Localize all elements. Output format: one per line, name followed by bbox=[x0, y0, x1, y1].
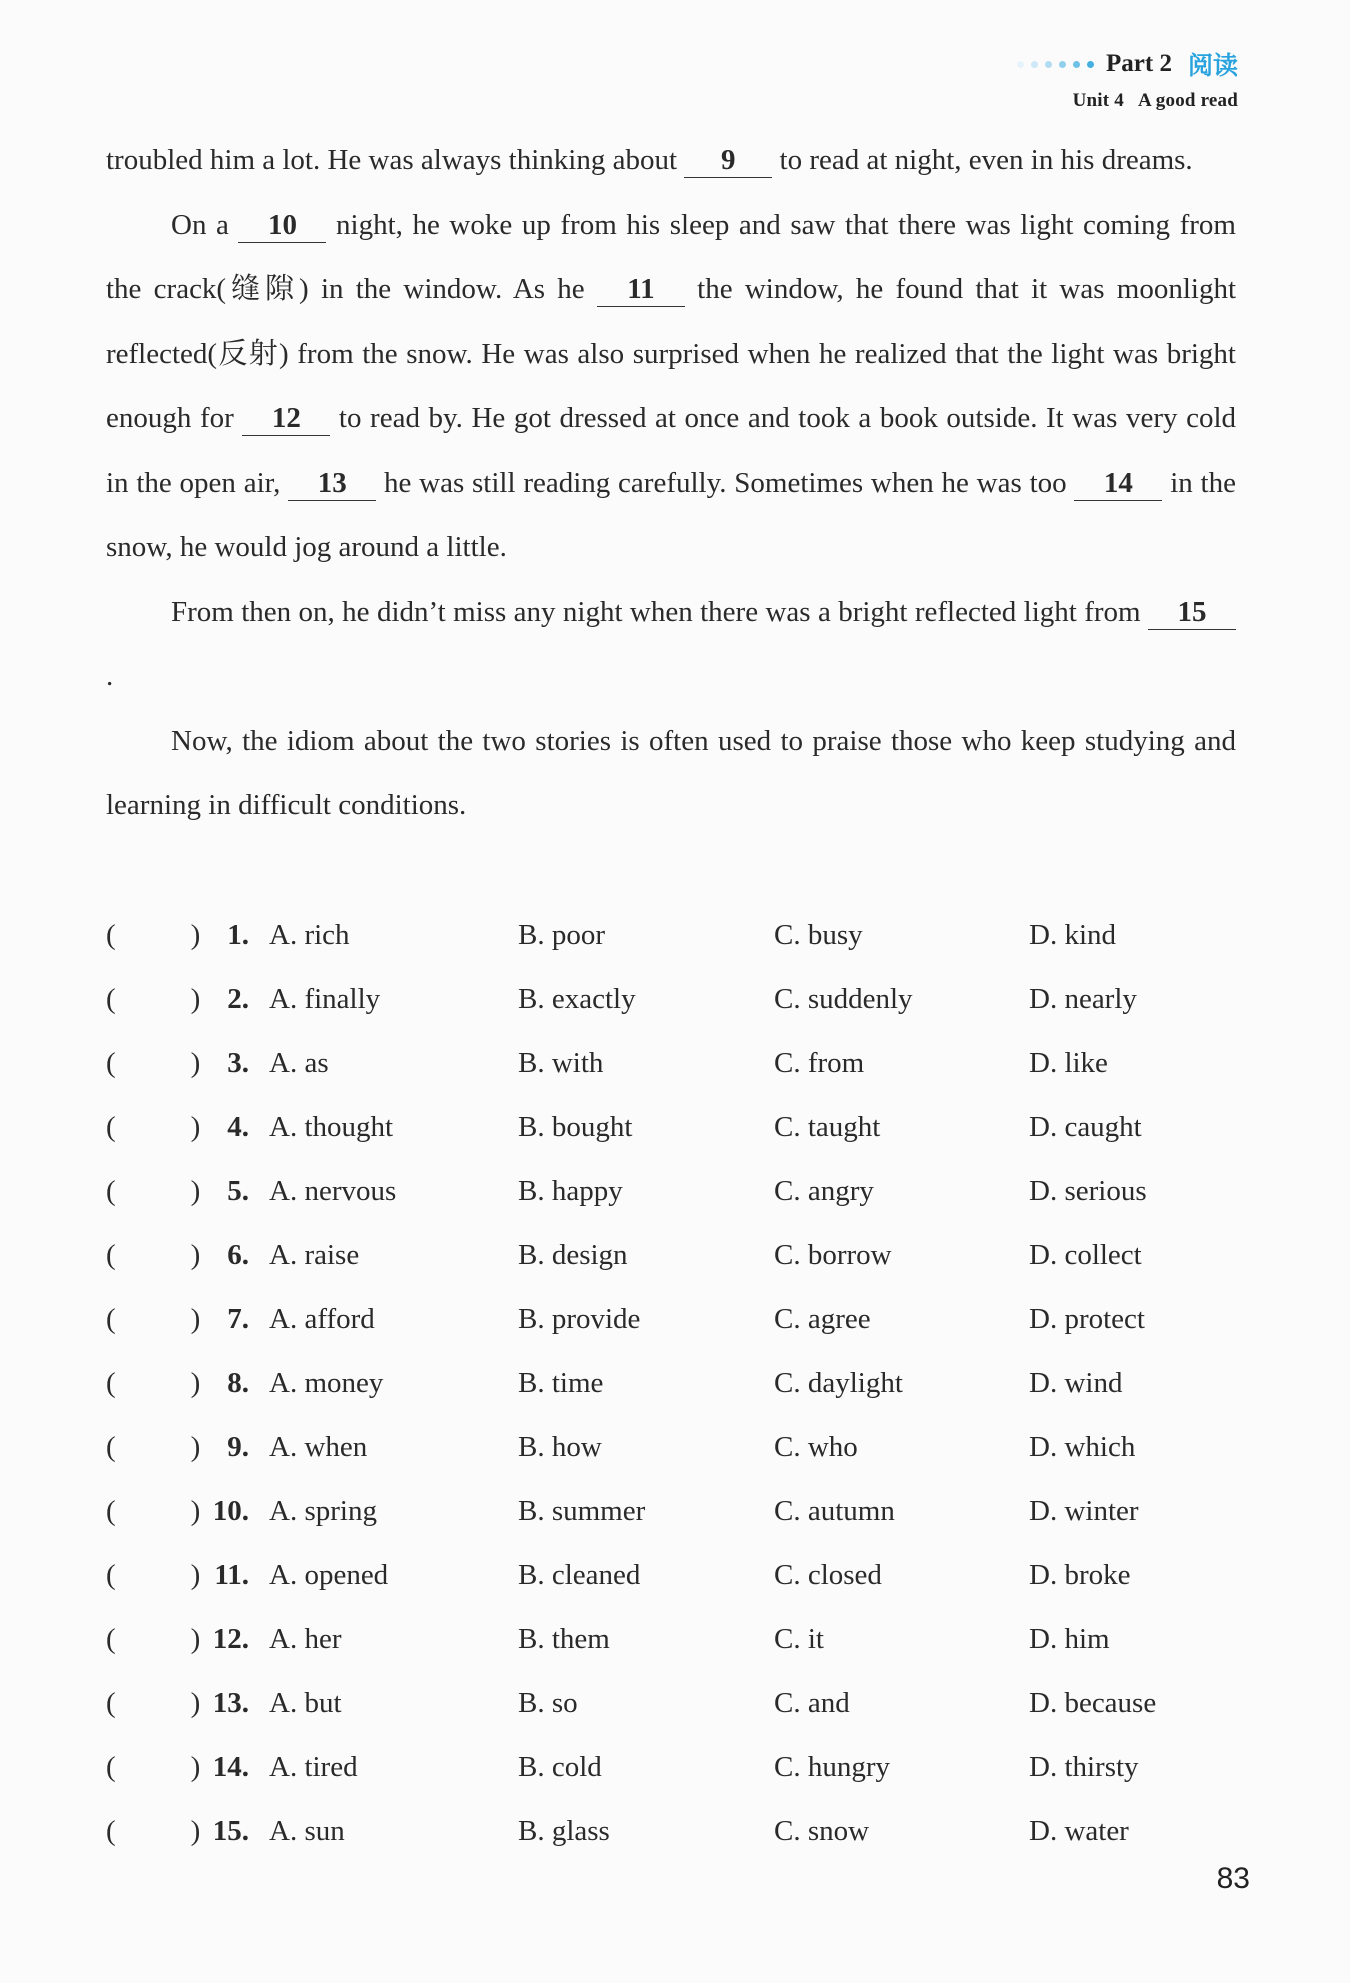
option-c: C. snow bbox=[774, 1815, 870, 1847]
option-b: B. provide bbox=[518, 1303, 641, 1335]
option-c: C. taught bbox=[774, 1111, 881, 1143]
option-c: C. angry bbox=[774, 1175, 874, 1207]
paren-left: ( bbox=[106, 1495, 116, 1527]
question-number: 3. bbox=[227, 1047, 249, 1079]
question-number: 2. bbox=[227, 983, 249, 1015]
unit-number: Unit 4 bbox=[1072, 90, 1124, 111]
option-c: C. who bbox=[774, 1431, 858, 1463]
question-number: 13. bbox=[212, 1687, 249, 1719]
answer-parentheses bbox=[106, 1031, 200, 1095]
option-d: D. winter bbox=[1029, 1495, 1139, 1527]
answer-parentheses bbox=[106, 1479, 200, 1543]
option-c: C. suddenly bbox=[774, 983, 913, 1015]
answer-parentheses bbox=[106, 1607, 200, 1671]
blank-12: 12 bbox=[242, 401, 330, 436]
option-d: D. which bbox=[1029, 1431, 1136, 1463]
option-a: A. afford bbox=[269, 1303, 375, 1335]
paren-left: ( bbox=[106, 983, 116, 1015]
option-b: B. time bbox=[518, 1367, 604, 1399]
option-d: D. wind bbox=[1029, 1367, 1123, 1399]
option-a: A. her bbox=[269, 1623, 342, 1655]
decorative-dot bbox=[1017, 61, 1024, 68]
option-a: A. tired bbox=[269, 1751, 358, 1783]
paren-right: ) bbox=[190, 1111, 201, 1143]
option-b: B. bought bbox=[518, 1111, 633, 1143]
option-a: A. finally bbox=[269, 983, 381, 1015]
option-b: B. cold bbox=[518, 1751, 602, 1783]
question-row bbox=[106, 1351, 1246, 1415]
passage-text: . bbox=[106, 660, 114, 692]
paren-right: ) bbox=[190, 1047, 201, 1079]
decorative-dot bbox=[1073, 61, 1080, 68]
answer-parentheses bbox=[106, 1223, 200, 1287]
passage-paragraph: Now, the idiom about the two stories is often used to praise those who keep studying and learning in difficult conditions. bbox=[106, 724, 1236, 821]
option-d: D. like bbox=[1029, 1047, 1108, 1079]
passage-text: From then on, he didn’t miss any night when there was a bright reflected light from bbox=[171, 595, 1148, 628]
question-number: 8. bbox=[227, 1367, 249, 1399]
option-b: B. so bbox=[518, 1687, 578, 1719]
paren-right: ) bbox=[190, 1431, 201, 1463]
option-b: B. with bbox=[518, 1047, 604, 1079]
option-b: B. how bbox=[518, 1431, 602, 1463]
passage-text: he was still reading carefully. Sometimes when he was too bbox=[376, 466, 1075, 499]
decorative-dot bbox=[1059, 61, 1066, 68]
paren-right: ) bbox=[190, 1303, 201, 1335]
question-row bbox=[106, 1607, 1246, 1671]
option-b: B. poor bbox=[518, 919, 605, 951]
option-c: C. agree bbox=[774, 1303, 871, 1335]
option-c: C. busy bbox=[774, 919, 863, 951]
question-row bbox=[106, 1671, 1246, 1735]
question-number: 6. bbox=[227, 1239, 249, 1271]
option-b: B. glass bbox=[518, 1815, 610, 1847]
answer-parentheses bbox=[106, 1543, 200, 1607]
option-d: D. thirsty bbox=[1029, 1751, 1139, 1783]
passage-paragraph bbox=[106, 580, 1236, 709]
question-row bbox=[106, 1479, 1246, 1543]
option-a: A. raise bbox=[269, 1239, 360, 1271]
page-header bbox=[1017, 46, 1238, 112]
question-row bbox=[106, 1799, 1246, 1863]
option-d: D. caught bbox=[1029, 1111, 1142, 1143]
unit-title: A good read bbox=[1137, 90, 1238, 111]
paren-right: ) bbox=[190, 1559, 201, 1591]
paren-right: ) bbox=[190, 1239, 201, 1271]
option-c: C. daylight bbox=[774, 1367, 903, 1399]
paren-left: ( bbox=[106, 1623, 116, 1655]
option-c: C. borrow bbox=[774, 1239, 892, 1271]
paren-left: ( bbox=[106, 1687, 116, 1719]
paren-left: ( bbox=[106, 1303, 116, 1335]
decorative-dot bbox=[1087, 61, 1094, 68]
answer-parentheses bbox=[106, 1799, 200, 1863]
question-number: 1. bbox=[227, 919, 249, 951]
passage-text: in the snow, he would jog around a little. bbox=[106, 466, 1236, 563]
question-row bbox=[106, 903, 1246, 967]
option-b: B. happy bbox=[518, 1175, 623, 1207]
passage-text: to read by. He got dressed at once and took a book outside. It was very cold in the open air, bbox=[106, 402, 1237, 499]
paren-right: ) bbox=[190, 1623, 201, 1655]
option-d: D. serious bbox=[1029, 1175, 1147, 1207]
passage-paragraph bbox=[106, 128, 1236, 193]
decorative-dots bbox=[1017, 61, 1094, 68]
page-number: 83 bbox=[1216, 1862, 1250, 1895]
unit-label bbox=[1017, 90, 1238, 112]
option-a: A. as bbox=[269, 1047, 329, 1079]
option-a: A. when bbox=[269, 1431, 368, 1463]
answer-parentheses bbox=[106, 1351, 200, 1415]
answer-parentheses bbox=[106, 1159, 200, 1223]
question-number: 9. bbox=[227, 1431, 249, 1463]
option-a: A. money bbox=[269, 1367, 384, 1399]
option-c: C. hungry bbox=[774, 1751, 890, 1783]
passage-paragraph bbox=[106, 193, 1236, 580]
option-d: D. kind bbox=[1029, 919, 1116, 951]
option-b: B. cleaned bbox=[518, 1559, 641, 1591]
blank-13: 13 bbox=[288, 466, 376, 501]
option-c: C. it bbox=[774, 1623, 824, 1655]
paren-right: ) bbox=[190, 1815, 201, 1847]
paren-right: ) bbox=[190, 1495, 201, 1527]
passage-text: to read at night, even in his dreams. bbox=[772, 144, 1193, 176]
paren-left: ( bbox=[106, 1239, 116, 1271]
option-d: D. because bbox=[1029, 1687, 1157, 1719]
paren-right: ) bbox=[190, 983, 201, 1015]
question-row bbox=[106, 1415, 1246, 1479]
question-number: 10. bbox=[212, 1495, 249, 1527]
blank-14: 14 bbox=[1074, 466, 1162, 501]
paren-left: ( bbox=[106, 1367, 116, 1399]
question-row bbox=[106, 967, 1246, 1031]
option-c: C. closed bbox=[774, 1559, 882, 1591]
option-c: C. and bbox=[774, 1687, 850, 1719]
option-d: D. broke bbox=[1029, 1559, 1131, 1591]
question-row bbox=[106, 1031, 1246, 1095]
paren-right: ) bbox=[190, 1367, 201, 1399]
option-a: A. opened bbox=[269, 1559, 389, 1591]
passage-text: the window, he found that it was moonlight reflected(反射) from the snow. He was also surprised when he realized that the light was bright enough for bbox=[106, 273, 1236, 434]
paren-left: ( bbox=[106, 1431, 116, 1463]
answer-parentheses bbox=[106, 1671, 200, 1735]
question-number: 12. bbox=[212, 1623, 249, 1655]
question-row bbox=[106, 1223, 1246, 1287]
answer-parentheses bbox=[106, 1735, 200, 1799]
question-row bbox=[106, 1735, 1246, 1799]
paren-right: ) bbox=[190, 919, 201, 951]
option-d: D. nearly bbox=[1029, 983, 1137, 1015]
header-line bbox=[1017, 46, 1238, 82]
option-d: D. protect bbox=[1029, 1303, 1145, 1335]
question-number: 15. bbox=[212, 1815, 249, 1847]
option-a: A. nervous bbox=[269, 1175, 397, 1207]
section-label: 阅读 bbox=[1187, 51, 1238, 80]
question-row bbox=[106, 1543, 1246, 1607]
passage-text: On a bbox=[171, 208, 239, 241]
option-b: B. them bbox=[518, 1623, 610, 1655]
paren-left: ( bbox=[106, 1175, 116, 1207]
question-number: 4. bbox=[227, 1111, 249, 1143]
option-a: A. rich bbox=[269, 919, 350, 951]
paren-left: ( bbox=[106, 1047, 116, 1079]
option-b: B. exactly bbox=[518, 983, 636, 1015]
blank-10: 10 bbox=[238, 208, 326, 243]
blank-9: 9 bbox=[684, 143, 772, 178]
option-d: D. collect bbox=[1029, 1239, 1142, 1271]
paren-left: ( bbox=[106, 919, 116, 951]
question-row bbox=[106, 1159, 1246, 1223]
paren-right: ) bbox=[190, 1175, 201, 1207]
option-d: D. him bbox=[1029, 1623, 1110, 1655]
decorative-dot bbox=[1031, 61, 1038, 68]
question-number: 14. bbox=[212, 1751, 249, 1783]
part-label: Part 2 bbox=[1106, 50, 1172, 77]
question-row bbox=[106, 1095, 1246, 1159]
answer-parentheses bbox=[106, 903, 200, 967]
blank-15: 15 bbox=[1148, 595, 1236, 630]
option-c: C. autumn bbox=[774, 1495, 895, 1527]
answer-parentheses bbox=[106, 1415, 200, 1479]
paren-left: ( bbox=[106, 1111, 116, 1143]
question-number: 5. bbox=[227, 1175, 249, 1207]
paren-left: ( bbox=[106, 1751, 116, 1783]
option-a: A. spring bbox=[269, 1495, 377, 1527]
option-c: C. from bbox=[774, 1047, 865, 1079]
option-a: A. but bbox=[269, 1687, 342, 1719]
paren-left: ( bbox=[106, 1815, 116, 1847]
option-a: A. sun bbox=[269, 1815, 345, 1847]
decorative-dot bbox=[1045, 61, 1052, 68]
passage-text: night, he woke up from his sleep and saw that there was light coming from the crack(缝隙) in the window. As he bbox=[106, 208, 1236, 305]
answer-parentheses bbox=[106, 1287, 200, 1351]
answer-parentheses bbox=[106, 1095, 200, 1159]
paren-right: ) bbox=[190, 1751, 201, 1783]
paren-left: ( bbox=[106, 1559, 116, 1591]
blank-11: 11 bbox=[597, 272, 685, 307]
question-number: 11. bbox=[214, 1559, 249, 1591]
question-number: 7. bbox=[227, 1303, 249, 1335]
option-b: B. design bbox=[518, 1239, 628, 1271]
passage-text: troubled him a lot. He was always thinking about bbox=[106, 144, 685, 176]
answer-parentheses bbox=[106, 967, 200, 1031]
question-row bbox=[106, 1287, 1246, 1351]
paren-right: ) bbox=[190, 1687, 201, 1719]
option-b: B. summer bbox=[518, 1495, 646, 1527]
option-a: A. thought bbox=[269, 1111, 394, 1143]
cloze-passage bbox=[106, 128, 1236, 838]
option-d: D. water bbox=[1029, 1815, 1129, 1847]
question-options bbox=[106, 903, 1246, 1863]
